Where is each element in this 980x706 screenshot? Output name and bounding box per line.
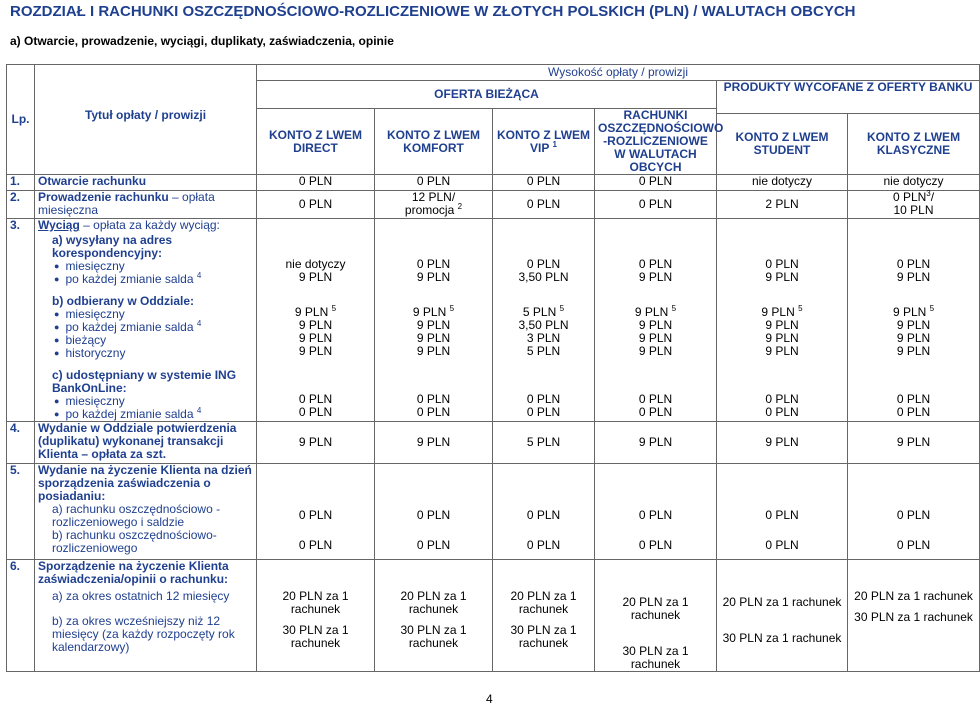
row-number: 3. [7,219,35,422]
list-item: ● miesięczny [54,307,125,321]
row-label-main: Prowadzenie rachunku [38,190,169,204]
cell-vip: 20 PLN za 1 rachunek 30 PLN za 1 rachunek [493,560,595,672]
cell-komfort [375,191,493,219]
statement-post-label: a) wysyłany na adres korespondencyjny: [52,233,173,260]
cell-fx: 20 PLN za 1 rachunek 30 PLN za 1 rachunek [595,560,717,672]
cell-klasyczne: 9 PLN [848,422,980,464]
cell-student: 9 PLN [717,422,848,464]
cell-klasyczne: 0 PLN 0 PLN [848,464,980,560]
footnote-1: 1 [552,139,557,149]
statement-online-label: c) udostępniany w systemie ING BankOnLine: [52,368,237,395]
certificate-balance-label: a) rachunku oszczędnościowo - rozliczeniowego i saldzie [52,502,221,529]
header-col-vip-label: KONTO Z LWEM VIP [496,127,591,155]
row-label: Otwarcie rachunku [35,175,257,191]
section-subtitle: a) Otwarcie, prowadzenie, wyciągi, duplikaty, zaświadczenia, opinie [10,34,394,48]
table-row [7,219,980,422]
cell-direct: 20 PLN za 1 rachunek 30 PLN za 1 rachunek [257,560,375,672]
row-label: Sporządzenie na życzenie Klienta zaświadczenia/opinii o rachunku: a) za okres ostatnich 12 miesięcy b) za okres wcześniejszy niż 12 miesięcy (za każdy rozpoczęty rok kalendarzowy) [35,560,257,672]
row-number: 2. [7,191,35,219]
page-number: 4 [486,692,493,706]
cell-klasyczne: 0 PLN 9 PLN 9 PLN $^5$ 9 PLN 9 PLN 9 PLN 0 PLN 0 PLN [848,219,980,422]
list-item: ● bieżący [54,333,107,347]
cell-klasyczne [848,191,980,219]
row-number: 4. [7,422,35,464]
list-item: ● miesięczny [54,394,125,408]
header-current-offer: OFERTA BIEŻĄCA [257,81,717,109]
header-amount-group: Wysokość opłaty / prowizji [257,65,980,81]
row-label-main: Wyciąg [38,218,80,232]
header-col-student: KONTO Z LWEM STUDENT [717,114,848,175]
certificate-account-label: b) rachunku oszczędnościowo-rozliczeniowego [52,528,217,555]
header-withdrawn-products: PRODUKTY WYCOFANE Z OFERTY BANKU [717,81,980,114]
komfort-promo: promocja [404,203,455,217]
opinion-older-label: b) za okres wcześniejszy niż 12 miesięcy (za każdy rozpoczęty rok kalendarzowy) [52,614,235,654]
opinion-recent-label: a) za okres ostatnich 12 miesięcy [52,589,230,603]
klasyczne-slash: / [930,190,935,204]
cell-student: 0 PLN 9 PLN 9 PLN $^5$ 9 PLN 9 PLN 9 PLN 0 PLN 0 PLN [717,219,848,422]
list-item: ● miesięczny [54,259,125,273]
cell-vip: 0 PLN [493,175,595,191]
cell-student: 2 PLN [717,191,848,219]
cell-direct: nie dotyczy 9 PLN 9 PLN $^5$ 9 PLN 9 PLN 9 PLN 0 PLN 0 PLN [257,219,375,422]
row-label-detail: – opłata miesięczna [38,190,215,217]
chapter-title: ROZDZIAŁ I RACHUNKI OSZCZĘDNOŚCIOWO-ROZLICZENIOWE W ZŁOTYCH POLSKICH (PLN) / WALUTACH OBCYCH [10,3,856,20]
cell-vip: 0 PLN 0 PLN [493,464,595,560]
cell-komfort: 0 PLN [375,175,493,191]
header-col-fx: RACHUNKI OSZCZĘDNOŚCIOWO -ROZLICZENIOWE W WALUTACH OBCYCH [595,109,717,175]
cell-komfort: 9 PLN [375,422,493,464]
header-col-vip [493,109,595,175]
table-row [7,422,980,464]
header-fee-title: Tytuł opłaty / prowizji [35,65,257,175]
klasyczne-fee-a: 0 PLN [892,190,927,204]
cell-vip: 0 PLN 3,50 PLN 5 PLN $^5$ 3,50 PLN 3 PLN 5 PLN 0 PLN 0 PLN [493,219,595,422]
cell-fx: 0 PLN 9 PLN 9 PLN $^5$ 9 PLN 9 PLN 9 PLN 0 PLN 0 PLN [595,219,717,422]
list-item: ● historyczny [54,346,126,360]
header-col-klasyczne: KONTO Z LWEM KLASYCZNE [848,114,980,175]
cell-fx: 9 PLN [595,422,717,464]
cell-direct: 0 PLN 0 PLN [257,464,375,560]
cell-klasyczne: nie dotyczy [848,175,980,191]
list-item: ● po każdej zmianie salda $^4$ [54,406,202,421]
cell-vip: 5 PLN [493,422,595,464]
cell-direct: 0 PLN [257,175,375,191]
footnote-2: 2 [457,202,463,211]
cell-direct: 9 PLN [257,422,375,464]
cell-fx: 0 PLN 0 PLN [595,464,717,560]
footnote-3: 3 [926,189,931,198]
cell-direct: 0 PLN [257,191,375,219]
header-col-komfort: KONTO Z LWEM KOMFORT [375,109,493,175]
cell-komfort: 0 PLN 9 PLN 9 PLN $^5$ 9 PLN 9 PLN 9 PLN 0 PLN 0 PLN [375,219,493,422]
cell-fx: 0 PLN [595,175,717,191]
statement-branch-label: b) odbierany w Oddziale: [52,294,195,308]
komfort-fee: 12 PLN/ [411,190,456,204]
row-label: Wydanie w Oddziale potwierdzenia (duplikatu) wykonanej transakcji Klienta – opłata za szt. [35,422,257,464]
klasyczne-fee-b: 10 PLN [893,203,934,217]
header-lp: Lp. [7,65,35,175]
row-label [35,219,257,422]
table-row [7,175,980,191]
row-number: 1. [7,175,35,191]
row-number: 5. [7,464,35,560]
cell-klasyczne: 20 PLN za 1 rachunek 30 PLN za 1 rachunek [848,560,980,672]
cell-student: 0 PLN 0 PLN [717,464,848,560]
row-number: 6. [7,560,35,672]
cell-student: nie dotyczy [717,175,848,191]
table-row [7,464,980,560]
list-item: ● po każdej zmianie salda $^4$ [54,319,202,334]
cell-komfort: 0 PLN 0 PLN [375,464,493,560]
row-label: Wydanie na życzenie Klienta na dzień sporządzenia zaświadczenia o posiadaniu: a) rachunku oszczędnościowo - rozliczeniowego i saldzie b) rachunku oszczędnościowo-rozliczeniowego [35,464,257,560]
table-row [7,560,980,672]
table-row [7,191,980,219]
header-col-direct: KONTO Z LWEM DIRECT [257,109,375,175]
cell-vip: 0 PLN [493,191,595,219]
row-label-detail: – opłata za każdy wyciąg: [79,218,220,232]
list-item: ● po każdej zmianie salda $^4$ [54,271,202,286]
row-label [35,191,257,219]
fee-table [6,64,980,672]
cell-student: 20 PLN za 1 rachunek 30 PLN za 1 rachunek [717,560,848,672]
cell-fx: 0 PLN [595,191,717,219]
cell-komfort: 20 PLN za 1 rachunek 30 PLN za 1 rachunek [375,560,493,672]
